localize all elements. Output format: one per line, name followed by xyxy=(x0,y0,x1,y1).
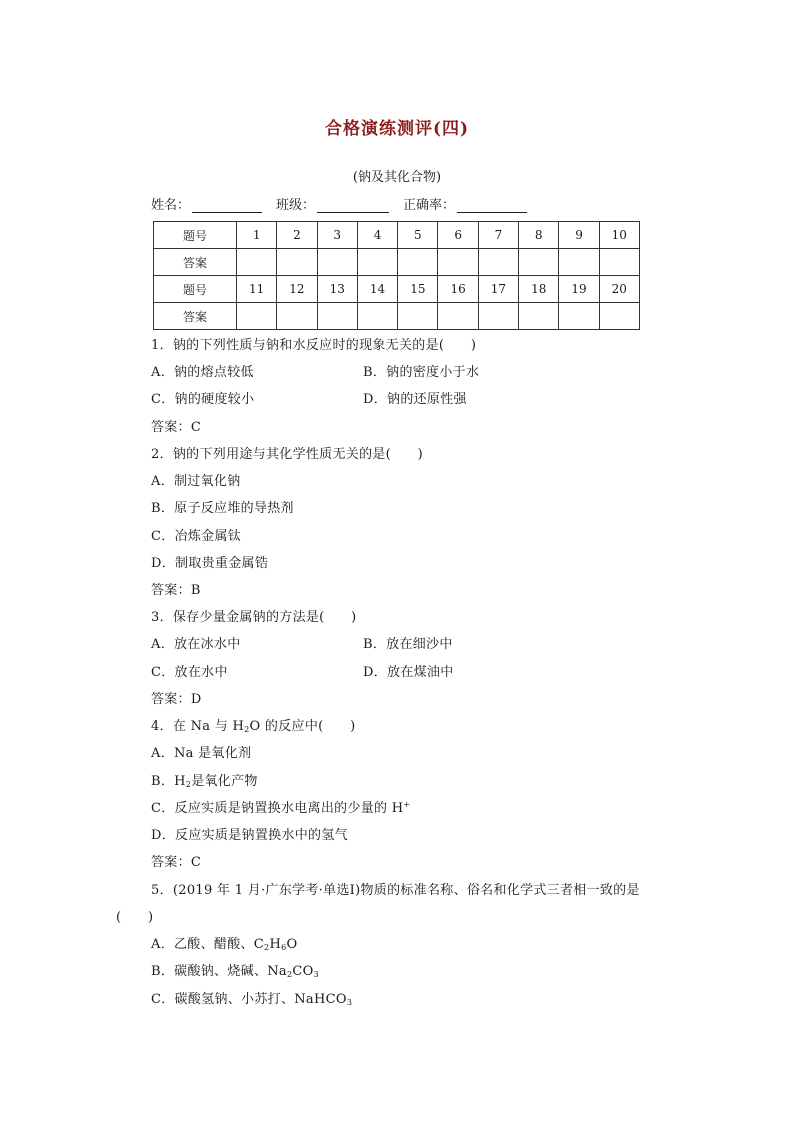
q5-b-sub2: 3 xyxy=(313,970,319,979)
answer-cell[interactable] xyxy=(438,249,478,276)
table-row-numbers-2 xyxy=(154,276,640,303)
question-4-option-a: A．Na 是氧化剂 xyxy=(151,746,252,761)
row-label-answer: 答案 xyxy=(154,249,237,276)
q4-b-sub: 2 xyxy=(185,780,192,789)
question-3-option-a: A．放在冰水中 xyxy=(151,637,241,652)
question-5-stem: 5．(2019 年 1 月·广东学考·单选Ⅰ)物质的标准名称、俗名和化学式三者相一致的是 xyxy=(151,883,640,898)
question-2-option-c: C．冶炼金属钛 xyxy=(151,529,242,544)
class-label: 班级： xyxy=(276,198,316,213)
number-cell: 19 xyxy=(559,276,599,303)
number-cell: 18 xyxy=(519,276,559,303)
number-cell: 10 xyxy=(599,222,639,249)
number-cell: 16 xyxy=(438,276,478,303)
question-2-option-b: B．原子反应堆的导热剂 xyxy=(151,501,294,516)
answer-table xyxy=(153,221,640,330)
q5-c-sub: 3 xyxy=(346,998,353,1007)
q5-b-mid: CO xyxy=(292,964,314,979)
q4-stem-pre: 4．在 Na 与 H xyxy=(151,719,245,734)
question-4-answer: 答案：C xyxy=(151,855,202,870)
answer-cell[interactable] xyxy=(559,303,599,330)
answer-cell[interactable] xyxy=(519,249,559,276)
name-field[interactable] xyxy=(151,194,262,213)
answer-cell[interactable] xyxy=(398,303,438,330)
accuracy-field[interactable] xyxy=(403,194,527,213)
number-cell: 14 xyxy=(357,276,397,303)
question-1-option-d: D．钠的还原性强 xyxy=(363,392,467,407)
number-cell: 2 xyxy=(277,222,317,249)
question-2-option-a: A．制过氧化钠 xyxy=(151,474,241,489)
table-row-numbers-1 xyxy=(154,222,640,249)
number-cell: 8 xyxy=(519,222,559,249)
question-1-option-a: A．钠的熔点较低 xyxy=(151,365,254,380)
question-1-option-b: B．钠的密度小于水 xyxy=(363,365,480,380)
q4-b-post: 是氧化产物 xyxy=(191,774,258,789)
number-cell: 4 xyxy=(357,222,397,249)
number-cell: 11 xyxy=(237,276,277,303)
answer-cell[interactable] xyxy=(357,303,397,330)
q5-a-post: O xyxy=(286,937,298,952)
question-3-option-d: D．放在煤油中 xyxy=(363,665,454,680)
row-label-answer: 答案 xyxy=(154,303,237,330)
question-3-answer: 答案：D xyxy=(151,692,202,707)
q5-b-sub1: 2 xyxy=(286,970,293,979)
answer-cell[interactable] xyxy=(237,303,277,330)
question-3-stem: 3．保存少量金属钠的方法是( ) xyxy=(151,610,357,625)
q5-a-sub1: 2 xyxy=(264,943,270,952)
question-2-option-d: D．制取贵重金属锆 xyxy=(151,556,269,571)
answer-cell[interactable] xyxy=(317,249,357,276)
q4-stem-post: O 的反应中( ) xyxy=(249,719,356,734)
page-subtitle: (钠及其化合物) xyxy=(352,170,442,185)
name-label: 姓名： xyxy=(151,198,191,213)
q4-b-pre: B．H xyxy=(151,774,186,789)
number-cell: 15 xyxy=(398,276,438,303)
q5-a-mid: H xyxy=(269,937,282,952)
answer-cell[interactable] xyxy=(277,249,317,276)
number-cell: 20 xyxy=(599,276,639,303)
answer-cell[interactable] xyxy=(317,303,357,330)
question-1-answer: 答案：C xyxy=(151,420,202,435)
q5-c-pre: C．碳酸氢钠、小苏打、NaHCO xyxy=(151,992,347,1007)
number-cell: 12 xyxy=(277,276,317,303)
answer-cell[interactable] xyxy=(478,249,518,276)
number-cell: 13 xyxy=(317,276,357,303)
question-4-option-d: D．反应实质是钠置换水中的氢气 xyxy=(151,828,348,843)
number-cell: 5 xyxy=(398,222,438,249)
student-info-fields xyxy=(151,194,541,213)
question-1-stem: 1．钠的下列性质与钠和水反应时的现象无关的是( ) xyxy=(151,338,477,353)
answer-cell[interactable] xyxy=(599,303,639,330)
answer-cell[interactable] xyxy=(438,303,478,330)
q5-b-pre: B．碳酸钠、烧碱、Na xyxy=(151,964,287,979)
table-row-answers-1 xyxy=(154,249,640,276)
question-5-option-c xyxy=(151,988,352,1007)
question-5-option-a xyxy=(151,933,297,952)
class-field[interactable] xyxy=(276,194,389,213)
name-blank[interactable] xyxy=(192,199,262,213)
row-label-number: 题号 xyxy=(154,276,237,303)
table-row-answers-2 xyxy=(154,303,640,330)
question-1-option-c: C．钠的硬度较小 xyxy=(151,392,255,407)
number-cell: 1 xyxy=(237,222,277,249)
answer-cell[interactable] xyxy=(277,303,317,330)
answer-cell[interactable] xyxy=(237,249,277,276)
number-cell: 6 xyxy=(438,222,478,249)
q4-c-pre: C．反应实质是钠置换水电离出的少量的 H xyxy=(151,801,404,816)
question-5-stem-cont: ( ) xyxy=(116,910,154,925)
answer-cell[interactable] xyxy=(559,249,599,276)
answer-cell[interactable] xyxy=(398,249,438,276)
q4-stem-sub: 2 xyxy=(244,725,250,734)
q5-a-pre: A．乙酸、醋酸、C xyxy=(151,937,265,952)
row-label-number: 题号 xyxy=(154,222,237,249)
question-4-stem xyxy=(151,715,355,734)
question-3-option-b: B．放在细沙中 xyxy=(363,637,453,652)
q4-c-sup: + xyxy=(403,800,411,809)
answer-cell[interactable] xyxy=(519,303,559,330)
answer-cell[interactable] xyxy=(478,303,518,330)
question-3-option-c: C．放在水中 xyxy=(151,665,228,680)
page-title: 合格演练测评(四) xyxy=(324,119,470,139)
number-cell: 9 xyxy=(559,222,599,249)
number-cell: 17 xyxy=(478,276,518,303)
class-blank[interactable] xyxy=(317,199,389,213)
answer-cell[interactable] xyxy=(357,249,397,276)
number-cell: 3 xyxy=(317,222,357,249)
question-5-option-b xyxy=(151,960,319,979)
number-cell: 7 xyxy=(478,222,518,249)
accuracy-label: 正确率： xyxy=(403,198,456,213)
q5-a-sub2: 6 xyxy=(281,943,287,952)
answer-cell[interactable] xyxy=(599,249,639,276)
question-2-answer: 答案：B xyxy=(151,583,201,598)
question-4-option-c xyxy=(151,797,410,816)
question-4-option-b xyxy=(151,770,258,789)
question-2-stem: 2．钠的下列用途与其化学性质无关的是( ) xyxy=(151,447,424,462)
accuracy-blank[interactable] xyxy=(457,199,527,213)
